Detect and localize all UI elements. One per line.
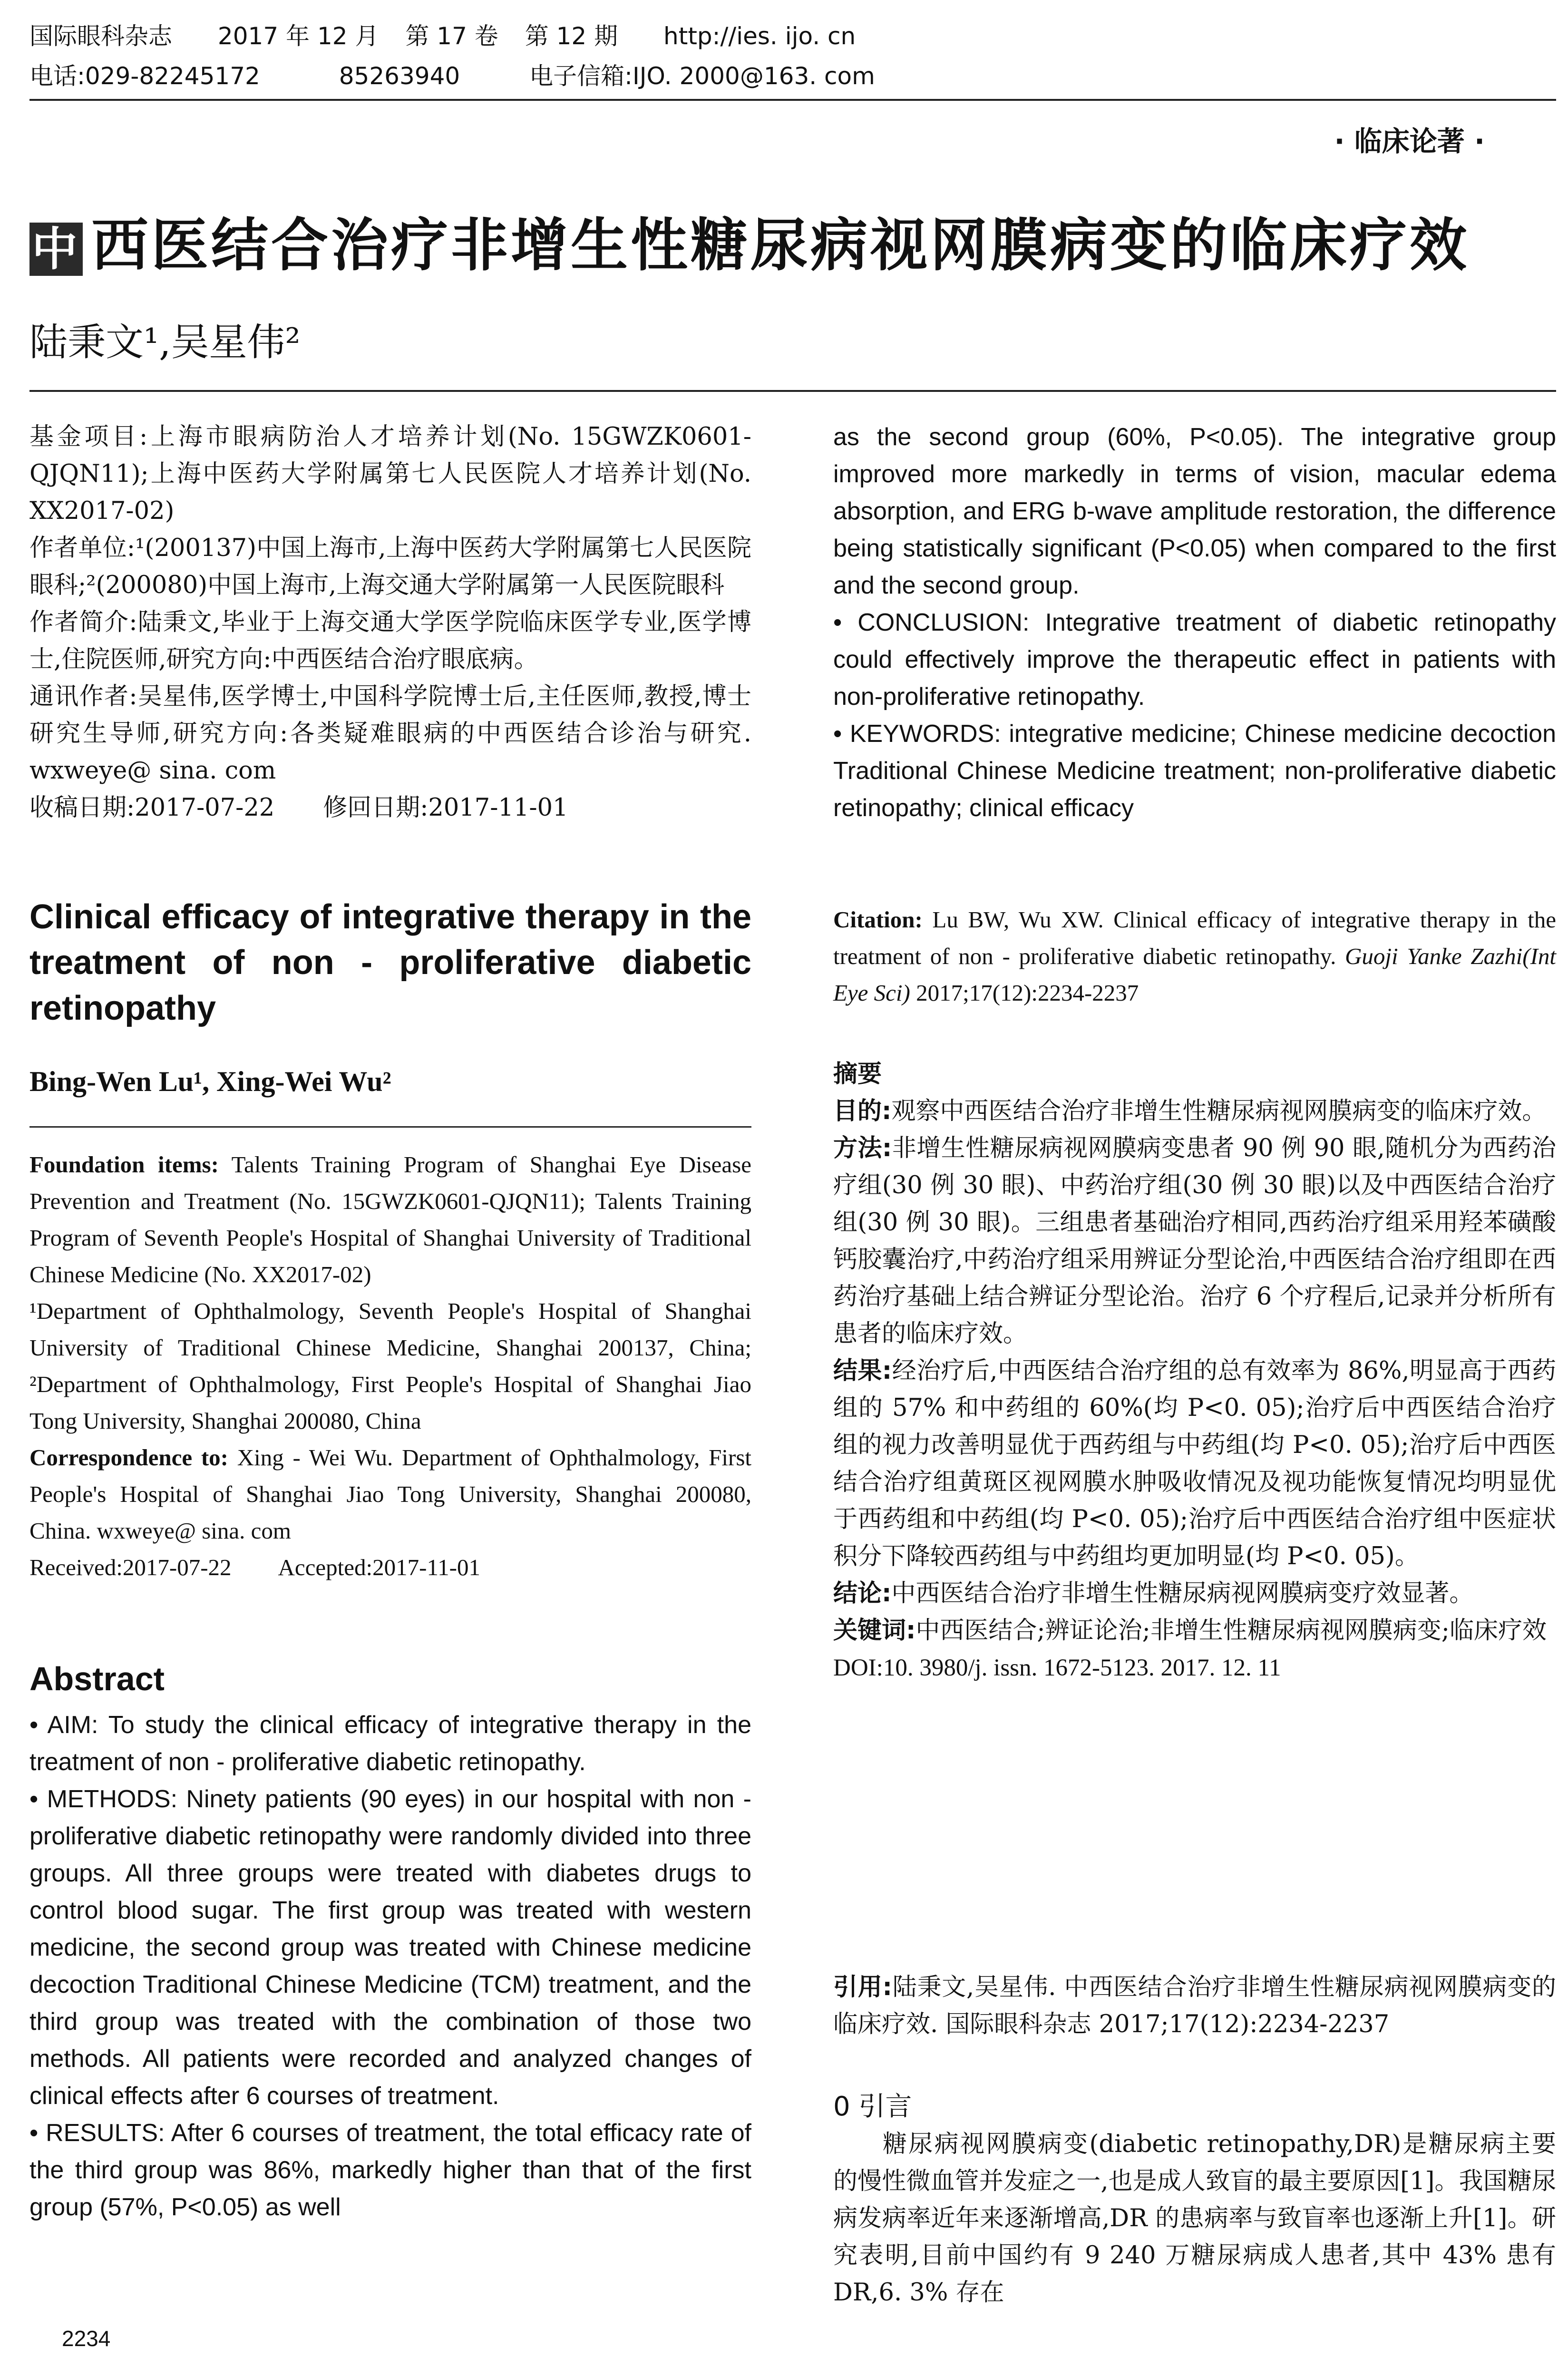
authors-en: Bing-Wen Lu¹, Xing-Wei Wu² [29, 1066, 391, 1097]
volume: 第 17 卷 [405, 22, 498, 50]
cn-methods-label: 方法: [833, 1134, 892, 1162]
citation-label: Citation: [833, 906, 923, 933]
section-label: · 临床论著 · [1334, 125, 1485, 157]
cn-aim-label: 目的: [833, 1097, 892, 1125]
title-cn-text: 西医结合治疗非增生性糖尿病视网膜病变的临床疗效 [91, 213, 1470, 279]
correspondence-text: Xing - Wei Wu. Department of Ophthalmology, First People's Hospital of Shanghai Jiao Tong University, Shanghai 200080, China. wxweye@ sina. com [29, 1444, 751, 1544]
abstract-keywords: • KEYWORDS: integrative medicine; Chinese medicine decoction Traditional Chinese Medicine treatment; non-proliferative diabetic retinopathy; clinical efficacy [833, 720, 1556, 822]
cn-metadata [29, 419, 751, 827]
en-metadata [29, 1146, 751, 1586]
email[interactable]: 电子信箱:IJO. 2000@163. com [529, 62, 875, 90]
cn-results: 经治疗后,中西医结合治疗组的总有效率为 86%,明显高于西药组的 57% 和中药组的 60%(均 P<0. 05);治疗后中西医结合治疗组的视力改善明显优于西药组与中药组(均 P<0. 05);治疗后中西医结合治疗组黄斑区视网膜水肿吸收情况及视功能恢复情况均明显优于西药组和中药组(均 P<0. 05);治疗后中西医结合治疗组中医症状积分下降较西药组与中药组均更加明显(均 P<0. 05)。 [833, 1357, 1556, 1570]
intro-body: 糖尿病视网膜病变(diabetic retinopathy,DR)是糖尿病主要的慢性微血管并发症之一,也是成人致盲的最主要原因[1]。我国糖尿病发病率近年来逐渐增高,DR 的患病率与致盲率也逐渐上升[1]。研究表明,目前中国约有 9 240 万糖尿病成人患者,其中 43% 患有 DR,6. 3% 存在 [833, 2130, 1556, 2307]
header-rule [29, 99, 1556, 101]
cn-keywords: 中西医结合;辨证论治;非增生性糖尿病视网膜病变;临床疗效 [915, 1617, 1547, 1645]
citation-cn-text: 陆秉文,吴星伟. 中西医结合治疗非增生性糖尿病视网膜病变的临床疗效. 国际眼科杂志 2017;17(12):2234-2237 [833, 1973, 1556, 2038]
en-affiliation: ¹Department of Ophthalmology, Seventh People's Hospital of Shanghai University of Traditional Chinese Medicine, Shanghai 200137, China; ²Department of Ophthalmology, First People's Hospital of Shanghai Jiao Tong University, Shanghai 200080, China [29, 1298, 751, 1434]
cn-results-label: 结果: [833, 1357, 892, 1385]
title-badge: 中 [29, 223, 83, 276]
title-en: Clinical efficacy of integrative therapy in the treatment of non - proliferative diabetic retinopathy [29, 898, 751, 1027]
journal-url[interactable]: http://ies. ijo. cn [663, 22, 856, 50]
en-dates: Received:2017-07-22 Accepted:2017-11-01 [29, 1554, 480, 1580]
abstract-heading: Abstract [29, 1660, 165, 1697]
running-header-line1 [29, 21, 856, 51]
citation-journal: Guoji Yanke Zazhi(Int Eye Sci) [833, 943, 1556, 1006]
cn-conclusion-label: 结论: [833, 1579, 892, 1607]
citation-en [833, 901, 1556, 1011]
abstract-methods: • METHODS: Ninety patients (90 eyes) in our hospital with non - proliferative diabetic retinopathy were randomly divided into three groups. All three groups were treated with diabetes drugs to control blood sugar. The first group was treated with western medicine, the second group was treated with Chinese medicine decoction Traditional Chinese Medicine (TCM) treatment, and the third group was treated with the combination of those two methods. All patients were recorded and analyzed changes of clinical effects after 6 courses of treatment. [29, 1785, 751, 2110]
title-rule [29, 390, 1556, 392]
citation-text-a: Lu BW, Wu XW. Clinical efficacy of integrative therapy in the treatment of non - proliferative diabetic retinopathy. [833, 906, 1556, 969]
doi[interactable]: DOI:10. 3980/j. issn. 1672-5123. 2017. 12. 11 [833, 1655, 1281, 1681]
correspondence-label: Correspondence to: [29, 1444, 228, 1471]
intro-heading: 0 引言 [833, 2091, 912, 2122]
citation-text-b: 2017;17(12):2234-2237 [910, 980, 1139, 1006]
cn-conclusion: 中西医结合治疗非增生性糖尿病视网膜病变疗效显著。 [891, 1579, 1474, 1607]
cn-dates: 收稿日期:2017-07-22 修回日期:2017-11-01 [29, 794, 568, 822]
abstract-conclusion: • CONCLUSION: Integrative treatment of diabetic retinopathy could effectively improve the therapeutic effect in patients with non-proliferative retinopathy. [833, 609, 1556, 711]
abstract-cn-heading: 摘要 [833, 1060, 882, 1088]
citation-cn-label: 引用: [833, 1973, 892, 2001]
abstract-aim: • AIM: To study the clinical efficacy of integrative therapy in the treatment of non - proliferative diabetic retinopathy. [29, 1711, 751, 1776]
en-title-rule [29, 1126, 751, 1128]
abstract-en-right [833, 419, 1556, 827]
citation-cn [833, 1969, 1556, 2043]
abstract-en-left [29, 1706, 751, 2226]
cn-keywords-label: 关键词: [833, 1617, 916, 1645]
phone: 电话:029-82245172 [29, 62, 260, 90]
cn-author-bio: 作者简介:陆秉文,毕业于上海交通大学医学院临床医学专业,医学博士,住院医师,研究方向:中西医结合治疗眼底病。 [29, 608, 751, 673]
cn-methods: 非增生性糖尿病视网膜病变患者 90 例 90 眼,随机分为西药治疗组(30 例 30 眼)、中药治疗组(30 例 30 眼)以及中西医结合治疗组(30 例 30 眼)。三组患者基础治疗相同,西药治疗组采用羟苯磺酸钙胶囊治疗,中药治疗组采用辨证分型论治,中西医结合治疗组即在西药治疗基础上结合辨证分型论治。治疗 6 个疗程后,记录并分析所有患者的临床疗效。 [833, 1134, 1556, 1348]
issue: 第 12 期 [525, 22, 618, 50]
page-number: 2234 [62, 2326, 111, 2351]
abstract-results-part1: • RESULTS: After 6 courses of treatment, the total efficacy rate of the third group was 86%, markedly higher than that of the first group (57%, P<0.05) as well [29, 2119, 751, 2221]
cn-affiliation: 作者单位:¹(200137)中国上海市,上海中医药大学附属第七人民医院眼科;²(200080)中国上海市,上海交通大学附属第一人民医院眼科 [29, 534, 751, 599]
cn-aim: 观察中西医结合治疗非增生性糖尿病视网膜病变的临床疗效。 [891, 1097, 1547, 1125]
cn-foundation: 基金项目:上海市眼病防治人才培养计划(No. 15GWZK0601-QJQN11);上海中医药大学附属第七人民医院人才培养计划(No. XX2017-02) [29, 423, 751, 525]
abstract-cn [833, 1056, 1556, 1686]
title-cn [29, 200, 1470, 282]
foundation-text: Talents Training Program of Shanghai Eye Disease Prevention and Treatment (No. 15GWZK0601-QJQN11); Talents Training Program of Seventh People's Hospital of Shanghai University of Traditional Chinese Medicine (No. XX2017-02) [29, 1151, 751, 1287]
running-header-line2 [29, 61, 875, 91]
authors-cn: 陆秉文¹,吴星伟² [29, 320, 301, 364]
phone2: 85263940 [339, 62, 460, 90]
abstract-results-part2: as the second group (60%, P<0.05). The integrative group improved more markedly in terms of vision, macular edema absorption, and ERG b-wave amplitude restoration, the difference being statistically significant (P<0.05) when compared to the first and the second group. [833, 423, 1556, 599]
issue-date: 2017 年 12 月 [217, 22, 379, 50]
cn-correspondence: 通讯作者:吴星伟,医学博士,中国科学院博士后,主任医师,教授,博士研究生导师,研究方向:各类疑难眼病的中西医结合诊治与研究. wxweye@ sina. com [29, 682, 751, 785]
foundation-label: Foundation items: [29, 1151, 219, 1178]
journal-name: 国际眼科杂志 [29, 22, 172, 50]
